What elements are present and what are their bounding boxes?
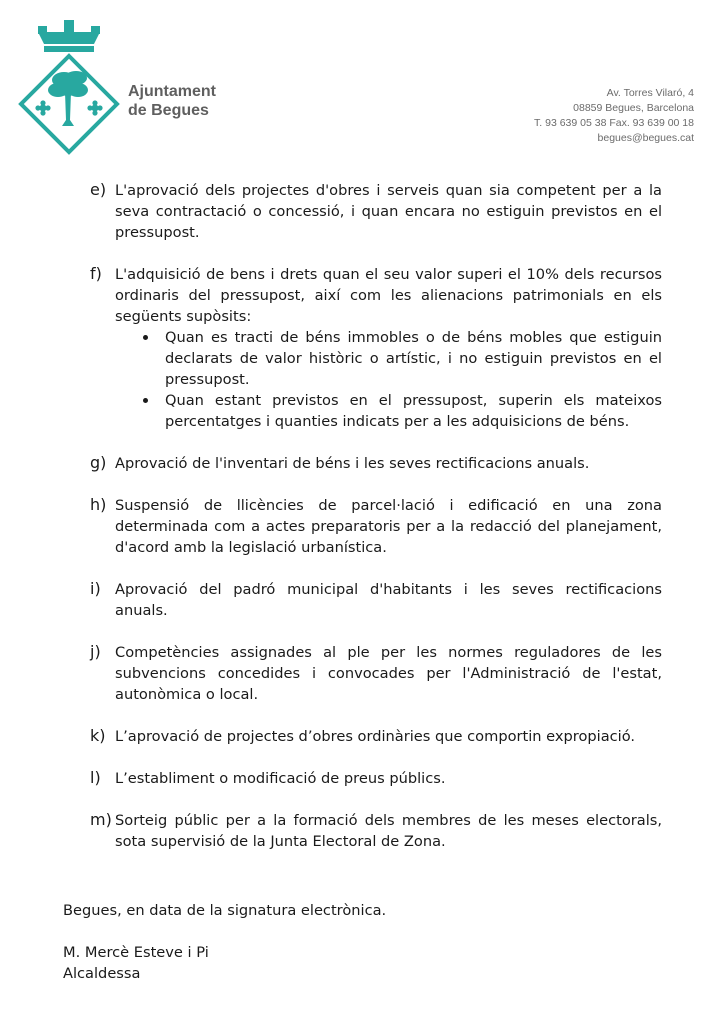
list-item-g: [90, 453, 662, 474]
item-text: Aprovació del padró municipal d'habitants i les seves rectificacions anuals.: [115, 581, 662, 619]
bullet-list: [115, 327, 662, 432]
bullet-icon: [143, 335, 148, 340]
bullet-item: [141, 327, 662, 390]
phone-fax-line: T. 93 639 05 38 Fax. 93 639 00 18: [534, 117, 694, 129]
coat-of-arms-icon: [18, 18, 120, 158]
address-line: Av. Torres Vilaró, 4: [606, 87, 694, 99]
list-item-k: [90, 726, 662, 747]
organization-name: [128, 82, 216, 120]
closing-block: [63, 900, 683, 984]
competences-list: [90, 180, 662, 873]
item-text: L'aprovació dels projectes d'obres i serveis quan sia competent per a la seva contractació o concessió, i quan encara no estiguin previstos en el pressupost.: [115, 182, 662, 241]
item-text: L’aprovació de projectes d’obres ordinàries que comportin expropiació.: [115, 728, 636, 745]
bullet-item: [141, 390, 662, 432]
item-text: L’establiment o modificació de preus públics.: [115, 770, 446, 787]
item-letter: i): [90, 579, 101, 598]
bullet-text: Quan es tracti de béns immobles o de béns mobles que estiguin declarats de valor històric o artístic, i no estiguin previstos en el pressupost.: [165, 329, 662, 388]
signer-name: M. Mercè Esteve i Pi: [63, 944, 209, 961]
place-and-date: Begues, en data de la signatura electrònica.: [63, 902, 387, 919]
item-letter: e): [90, 180, 107, 199]
item-letter: f): [90, 264, 102, 283]
item-letter: m): [90, 810, 112, 829]
list-item-m: [90, 810, 662, 852]
item-text: Competències assignades al ple per les normes reguladores de les subvencions concedides i convocades per l'Administració de l'estat, autonòmica o local.: [115, 644, 662, 703]
item-letter: g): [90, 453, 107, 472]
email-line: begues@begues.cat: [597, 132, 694, 144]
item-text: Sorteig públic per a la formació dels membres de les meses electorals, sota supervisió de la Junta Electoral de Zona.: [115, 812, 662, 850]
item-letter: k): [90, 726, 106, 745]
list-item-l: [90, 768, 662, 789]
list-item-h: [90, 495, 662, 558]
item-text: Suspensió de llicències de parcel·lació i edificació en una zona determinada com a actes preparatoris per a la redacció del planejament, d'acord amb la legislació urbanística.: [115, 497, 662, 556]
list-item-i: [90, 579, 662, 621]
item-text: Aprovació de l'inventari de béns i les seves rectificacions anuals.: [115, 455, 590, 472]
item-letter: l): [90, 768, 101, 787]
list-item-f: [90, 264, 662, 432]
org-name-line1: Ajuntament: [128, 83, 216, 100]
bullet-text: Quan estant previstos en el pressupost, superin els mateixos percentatges i quanties indicats per a les adquisicions de béns.: [165, 392, 662, 430]
item-text: L'adquisició de bens i drets quan el seu valor superi el 10% dels recursos ordinaris del pressupost, així com les alienacions patrimonials en els següents supòsits:: [115, 266, 662, 325]
bullet-icon: [143, 398, 148, 403]
contact-address: [534, 86, 694, 146]
item-letter: h): [90, 495, 107, 514]
list-item-e: [90, 180, 662, 243]
list-item-j: [90, 642, 662, 705]
address-line: 08859 Begues, Barcelona: [573, 102, 694, 114]
signer-title: Alcaldessa: [63, 965, 141, 982]
org-name-line2: de Begues: [128, 102, 209, 119]
item-letter: j): [90, 642, 101, 661]
